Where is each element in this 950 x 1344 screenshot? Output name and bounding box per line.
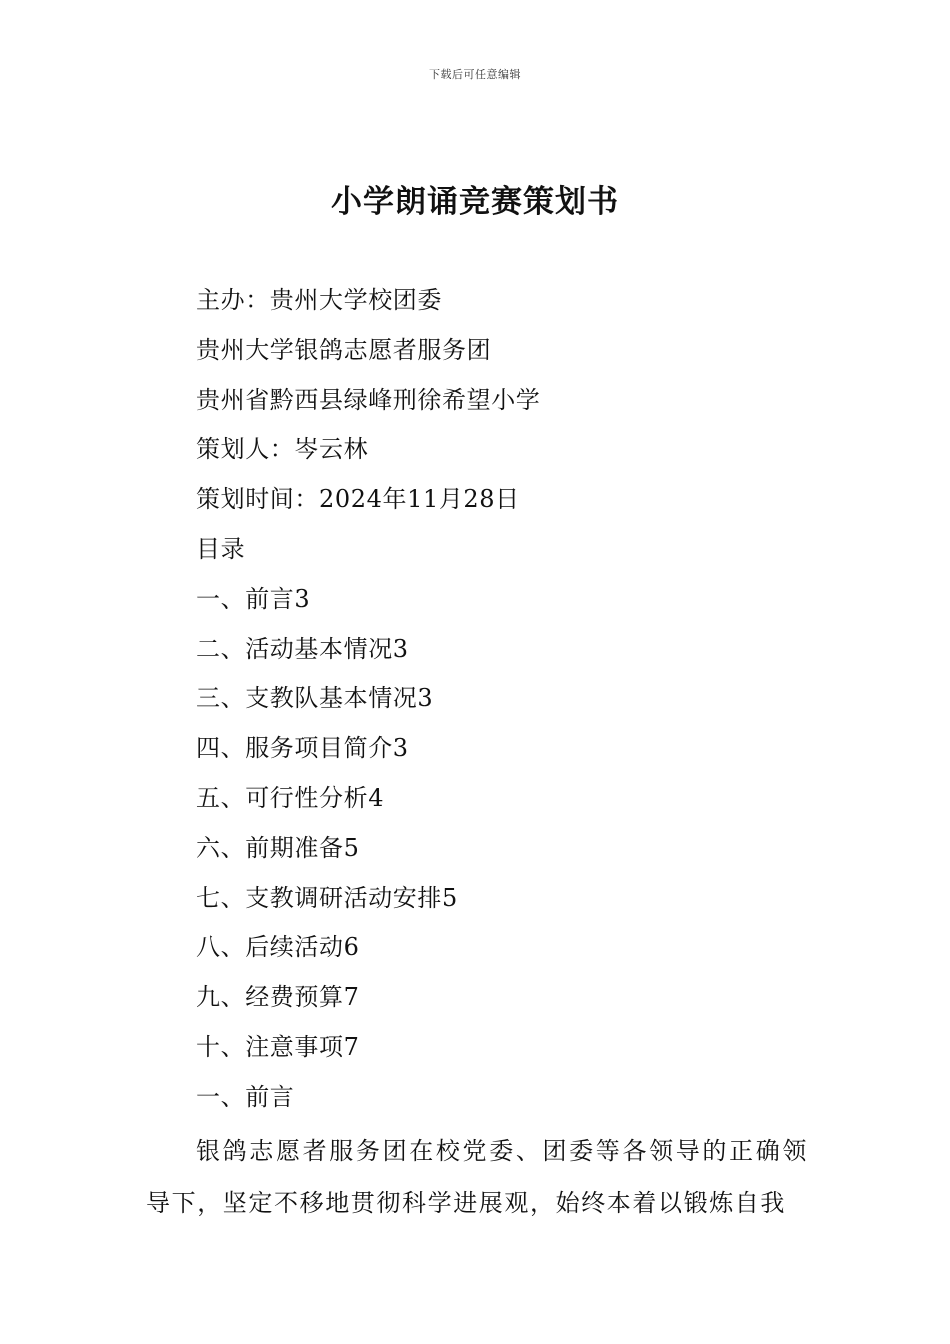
toc-item: 五、可行性分析4 [196, 783, 385, 812]
toc-item: 六、前期准备5 [196, 833, 360, 862]
document-title: 小学朗诵竞赛策划书 [331, 184, 619, 220]
front-matter [196, 280, 836, 1127]
toc-item: 一、前言3 [196, 584, 311, 613]
organizer-line: 主办：贵州大学校团委 [196, 286, 442, 314]
co-organizer-line: 贵州大学银鸽志愿者服务团 [196, 335, 492, 364]
plan-time-line: 策划时间：2024年11月28日 [196, 485, 520, 514]
toc-heading: 目录 [196, 534, 246, 563]
toc-item: 四、服务项目简介3 [196, 734, 409, 763]
header-note: 下载后可任意编辑 [429, 68, 521, 81]
toc-item: 八、后续活动6 [196, 933, 360, 962]
toc-item: 七、支教调研活动安排5 [196, 883, 458, 912]
toc-item: 十、注意事项7 [196, 1032, 360, 1061]
body-paragraph: 银鸽志愿者服务团在校党委、团委等各领导的正确领导下，坚定不移地贯彻科学进展观，始终本着以锻炼自我 [146, 1137, 808, 1217]
toc-item: 九、经费预算7 [196, 983, 360, 1012]
planner-line: 策划人：岑云林 [196, 435, 369, 464]
toc-item: 二、活动基本情况3 [196, 634, 409, 663]
toc-item: 三、支教队基本情况3 [196, 684, 434, 713]
section-heading: 一、前言 [196, 1082, 295, 1111]
co-organizer-line-2: 贵州省黔西县绿峰刑徐希望小学 [196, 385, 541, 414]
